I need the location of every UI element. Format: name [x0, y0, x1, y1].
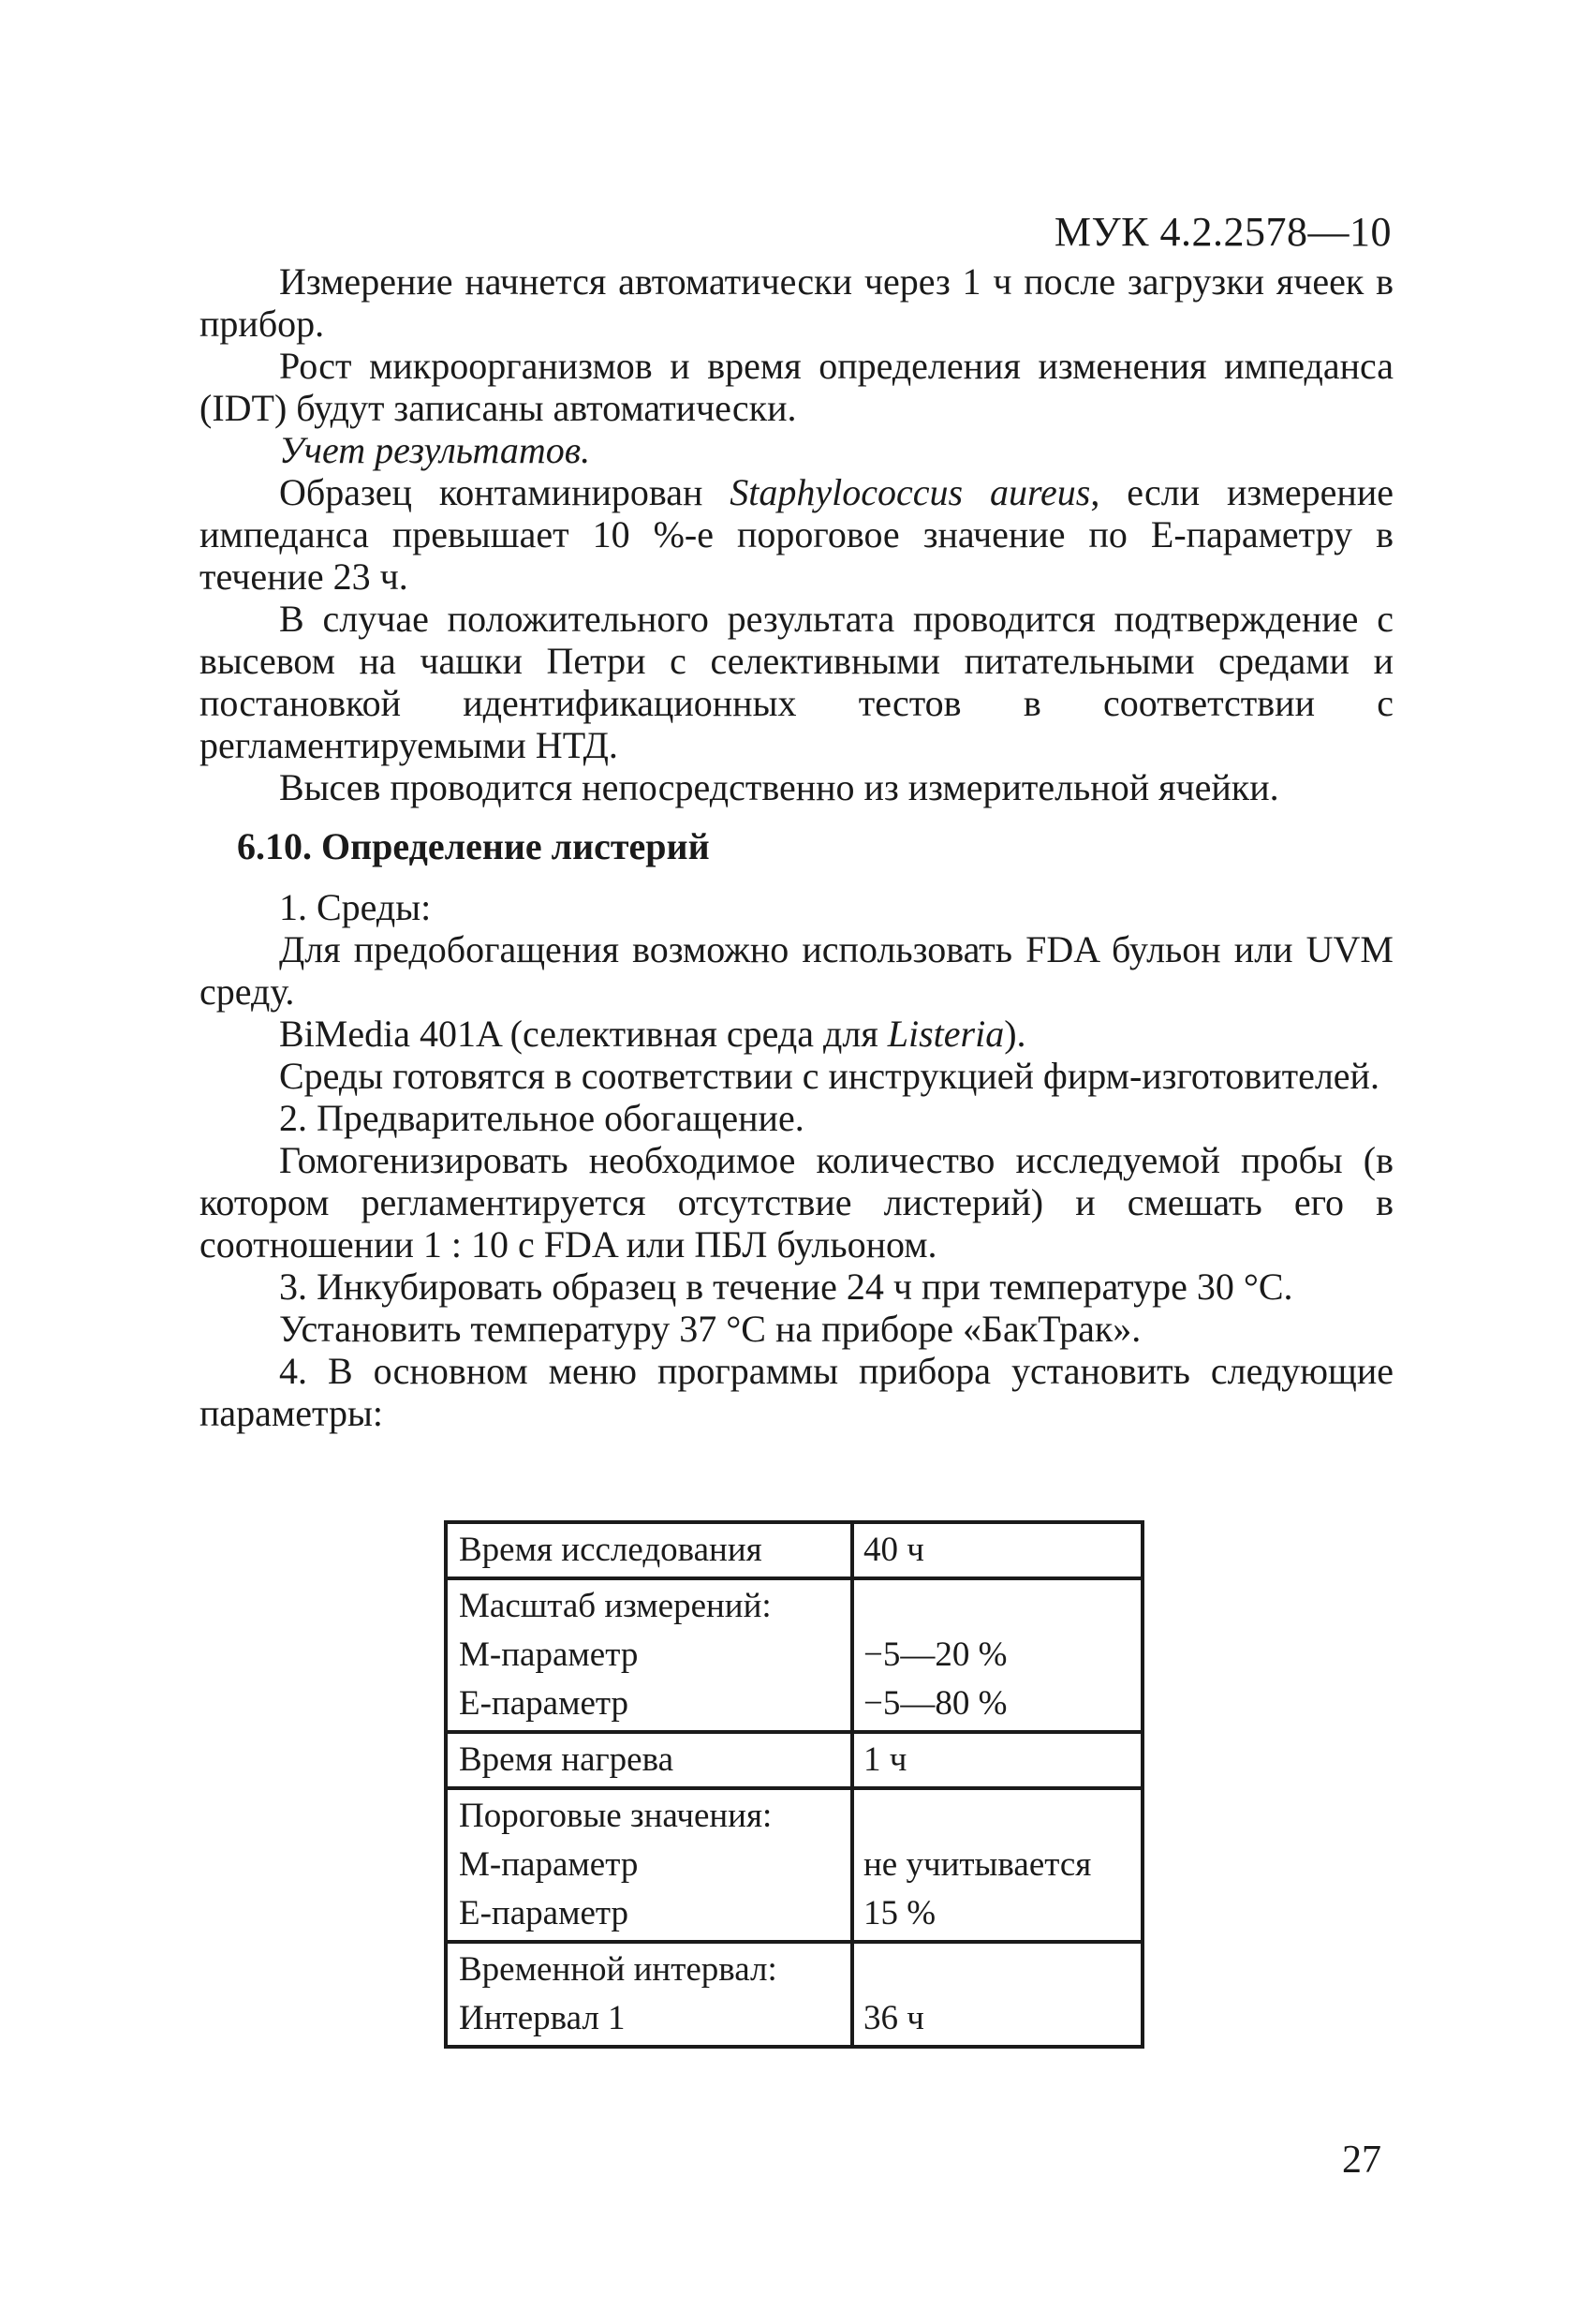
- paragraph: 3. Инкубировать образец в течение 24 ч при температуре 30 °С.: [279, 1266, 1293, 1308]
- parameter-name: Масштаб измерений:: [459, 1587, 772, 1625]
- text-span: ).: [1004, 1013, 1026, 1055]
- page-number: 27: [1342, 2139, 1381, 2182]
- paragraph: Гомогенизировать необходимое количество исследуемой пробы (в котором регламентируется отсутствие листерий) и смешать его в соотношении 1 : 10 с FDA или ПБЛ бульоном.: [199, 1139, 1394, 1266]
- table-row: [446, 1788, 1143, 1942]
- parameter-value: не учитывается: [863, 1845, 1092, 1884]
- text-span: Образец контаминирован: [279, 471, 730, 513]
- paragraph: Высев проводится непосредственно из измерительной ячейки.: [279, 766, 1279, 808]
- parameter-name: Интервал 1: [459, 1999, 626, 2037]
- parameter-name: Временной интервал:: [459, 1950, 777, 1989]
- paragraph: 2. Предварительное обогащение.: [279, 1097, 804, 1139]
- parameter-name-cell: [446, 1732, 852, 1788]
- paragraph: В случае положительного результата проводится подтверждение с высевом на чашки Петри с селективными питательными средами и постановкой идентификационных тестов в соответствии с регламентируемыми НТД.: [199, 598, 1394, 766]
- parameter-name: Е-параметр: [459, 1684, 629, 1723]
- species-name: Staphylococcus aureus: [730, 471, 1091, 513]
- parameter-value: [863, 1946, 1129, 1994]
- paragraph: Среды готовятся в соответствии с инструкцией фирм-изготовителей.: [279, 1055, 1379, 1097]
- document-code: МУК 4.2.2578—10: [1054, 209, 1392, 255]
- parameter-value-cell: [852, 1578, 1143, 1732]
- subheading-results: Учет результатов.: [279, 429, 591, 471]
- paragraph: Рост микроорганизмов и время определения изменения импеданса (IDT) будут записаны автоматически.: [199, 345, 1394, 429]
- parameter-value: [863, 1582, 1129, 1631]
- table-row: [446, 1942, 1143, 2047]
- paragraph: Измерение начнется автоматически через 1 ч после загрузки ячеек в прибор.: [199, 260, 1394, 345]
- parameter-value: [863, 1792, 1129, 1841]
- parameter-name: Пороговые значения:: [459, 1797, 773, 1835]
- section-title: 6.10. Определение листерий: [237, 825, 710, 867]
- text-span: BiMedia 401A (селективная среда для: [279, 1013, 888, 1055]
- table-row: [446, 1578, 1143, 1732]
- parameter-name-cell: [446, 1942, 852, 2047]
- text-span: , если измерение импеданса превышает 10 %-е пороговое значение по Е-параметру в течение 23 ч.: [199, 471, 1394, 598]
- parameter-value: 15 %: [863, 1894, 937, 1932]
- parameter-name: Е-параметр: [459, 1894, 629, 1932]
- parameter-name: М-параметр: [459, 1845, 639, 1884]
- genus-name: Listeria: [887, 1013, 1005, 1055]
- table-row: [446, 1732, 1143, 1788]
- parameter-name-cell: [446, 1788, 852, 1942]
- paragraph: 1. Среды:: [279, 886, 432, 928]
- parameter-name: Время нагрева: [459, 1740, 674, 1779]
- parameter-value-cell: [852, 1522, 1143, 1578]
- parameter-value: 36 ч: [863, 1999, 924, 2037]
- body-text: [199, 260, 1394, 1434]
- parameter-name: М-параметр: [459, 1636, 639, 1674]
- parameter-value: 1 ч: [863, 1740, 907, 1779]
- parameter-name-cell: [446, 1522, 852, 1578]
- parameter-value: −5—80 %: [863, 1684, 1008, 1723]
- paragraph: Установить температуру 37 °С на приборе «БакТрак».: [279, 1308, 1142, 1350]
- paragraph: Для предобогащения возможно использовать FDA бульон или UVM среду.: [199, 928, 1394, 1013]
- paragraph: [199, 471, 1394, 598]
- parameter-name-cell: [446, 1578, 852, 1732]
- parameter-value: 40 ч: [863, 1531, 924, 1569]
- parameters-table: [444, 1520, 1144, 2049]
- paragraph: [199, 1013, 1394, 1055]
- parameter-value: −5—20 %: [863, 1636, 1008, 1674]
- parameter-name: Время исследования: [459, 1531, 762, 1569]
- table-row: [446, 1522, 1143, 1578]
- parameter-value-cell: [852, 1788, 1143, 1942]
- paragraph: 4. В основном меню программы прибора установить следующие параметры:: [199, 1350, 1394, 1434]
- parameter-value-cell: [852, 1732, 1143, 1788]
- parameter-value-cell: [852, 1942, 1143, 2047]
